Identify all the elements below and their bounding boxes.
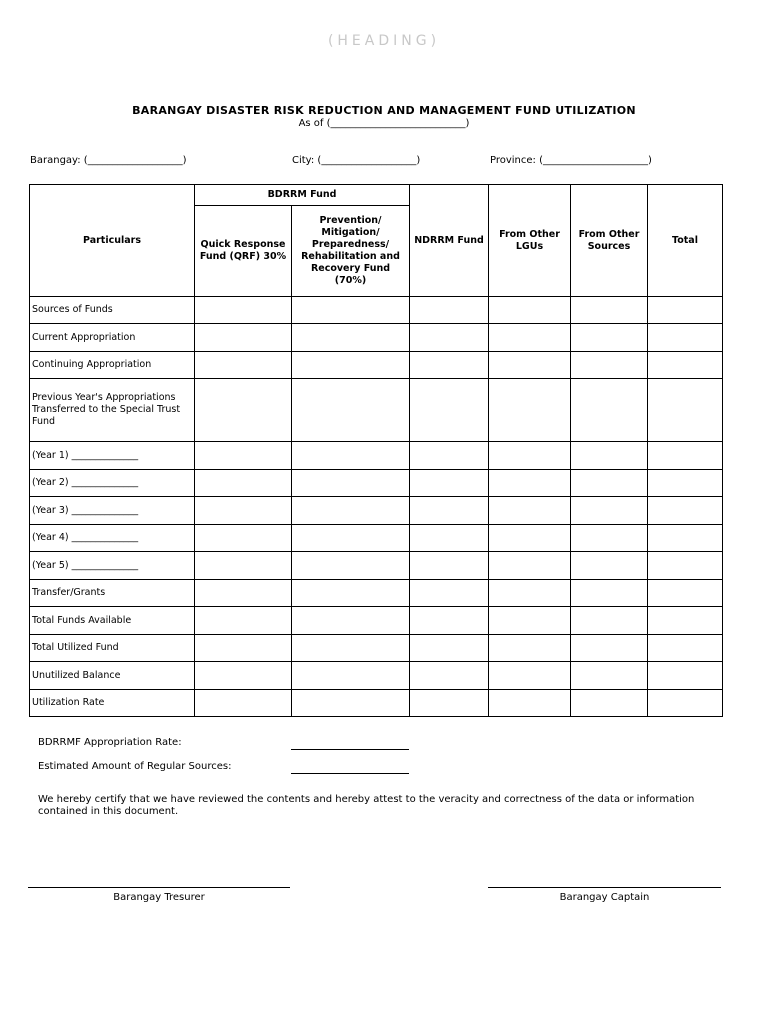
table-cell[interactable] <box>571 580 648 607</box>
table-cell[interactable] <box>648 635 723 662</box>
table-cell[interactable] <box>195 497 292 525</box>
table-row <box>30 324 723 352</box>
table-cell[interactable] <box>410 525 489 552</box>
table-cell[interactable] <box>571 525 648 552</box>
table-row <box>30 352 723 379</box>
table-cell[interactable] <box>410 470 489 497</box>
table-cell[interactable] <box>489 580 571 607</box>
captain-label: Barangay Captain <box>559 892 650 903</box>
table-cell[interactable] <box>292 635 410 662</box>
captain-signature-line[interactable] <box>488 887 721 888</box>
table-cell[interactable] <box>648 442 723 470</box>
table-cell[interactable] <box>195 635 292 662</box>
appropriation-rate-field[interactable] <box>291 749 409 750</box>
table-cell[interactable] <box>648 552 723 580</box>
table-cell[interactable] <box>648 352 723 379</box>
table-row <box>30 297 723 324</box>
table-cell[interactable] <box>571 635 648 662</box>
table-cell[interactable] <box>571 607 648 635</box>
table-cell[interactable] <box>571 379 648 442</box>
table-cell[interactable] <box>195 352 292 379</box>
header-particulars: Particulars <box>30 185 195 297</box>
table-cell[interactable] <box>489 690 571 717</box>
table-cell[interactable] <box>195 607 292 635</box>
table-cell[interactable] <box>195 580 292 607</box>
table-cell[interactable] <box>571 552 648 580</box>
table-cell[interactable] <box>489 607 571 635</box>
row-label: (Year 1) ______________ <box>30 442 195 470</box>
table-row <box>30 607 723 635</box>
table-cell[interactable] <box>648 497 723 525</box>
row-label: Previous Year's Appropriations Transferred to the Special Trust Fund <box>30 379 195 442</box>
table-cell[interactable] <box>648 470 723 497</box>
city-field: City: (___________________) <box>292 155 421 166</box>
table-cell[interactable] <box>195 379 292 442</box>
header-total: Total <box>648 185 723 297</box>
header-bdrrm-fund: BDRRM Fund <box>195 185 410 206</box>
row-label: Total Utilized Fund <box>30 635 195 662</box>
table-cell[interactable] <box>292 497 410 525</box>
as-of-date-field: As of (___________________________) <box>298 118 470 129</box>
table-cell[interactable] <box>195 662 292 690</box>
table-cell[interactable] <box>410 662 489 690</box>
table-cell[interactable] <box>571 497 648 525</box>
table-row <box>30 470 723 497</box>
treasurer-signature-line[interactable] <box>28 887 290 888</box>
table-cell[interactable] <box>648 607 723 635</box>
appropriation-rate-label: BDRRMF Appropriation Rate: <box>38 737 182 748</box>
table-cell[interactable] <box>489 662 571 690</box>
table-row <box>30 497 723 525</box>
table-cell[interactable] <box>292 297 410 324</box>
header-ndrrm-fund: NDRRM Fund <box>410 185 489 297</box>
regular-sources-field[interactable] <box>291 773 409 774</box>
table-cell[interactable] <box>292 442 410 470</box>
table-cell[interactable] <box>195 470 292 497</box>
row-label: Unutilized Balance <box>30 662 195 690</box>
table-cell[interactable] <box>292 379 410 442</box>
row-label: Continuing Appropriation <box>30 352 195 379</box>
province-field: Province: (_____________________) <box>490 155 652 166</box>
table-cell[interactable] <box>195 297 292 324</box>
table-row <box>30 635 723 662</box>
table-cell[interactable] <box>292 662 410 690</box>
table-row <box>30 379 723 442</box>
table-row <box>30 690 723 717</box>
table-cell[interactable] <box>489 552 571 580</box>
row-label: (Year 3) ______________ <box>30 497 195 525</box>
regular-sources-label: Estimated Amount of Regular Sources: <box>38 761 232 772</box>
table-cell[interactable] <box>195 690 292 717</box>
table-cell[interactable] <box>195 552 292 580</box>
row-label: Sources of Funds <box>30 297 195 324</box>
table-cell[interactable] <box>410 580 489 607</box>
table-cell[interactable] <box>195 324 292 352</box>
table-cell[interactable] <box>410 352 489 379</box>
header-from-other-lgus: From Other LGUs <box>489 185 571 297</box>
certification-text: We hereby certify that we have reviewed the contents and hereby attest to the veracity and correctness of the data or information contained in this document. <box>38 794 695 817</box>
table-cell[interactable] <box>292 470 410 497</box>
table-cell[interactable] <box>292 525 410 552</box>
row-label: Current Appropriation <box>30 324 195 352</box>
table-cell[interactable] <box>571 442 648 470</box>
table-cell[interactable] <box>571 352 648 379</box>
table-cell[interactable] <box>410 552 489 580</box>
table-cell[interactable] <box>489 352 571 379</box>
table-cell[interactable] <box>292 607 410 635</box>
table-row <box>30 442 723 470</box>
table-body <box>30 297 723 717</box>
form-title: BARANGAY DISASTER RISK REDUCTION AND MANAGEMENT FUND UTILIZATION <box>132 104 636 117</box>
table-cell[interactable] <box>571 297 648 324</box>
table-cell[interactable] <box>571 324 648 352</box>
table-cell[interactable] <box>410 497 489 525</box>
table-cell[interactable] <box>292 324 410 352</box>
table-cell[interactable] <box>489 497 571 525</box>
table-cell[interactable] <box>648 324 723 352</box>
table-row <box>30 580 723 607</box>
header-prevention-fund: Prevention/ Mitigation/ Preparedness/ Rehabilitation and Recovery Fund (70%) <box>292 206 410 297</box>
table-cell[interactable] <box>410 635 489 662</box>
table-cell[interactable] <box>195 525 292 552</box>
header-from-other-sources: From Other Sources <box>571 185 648 297</box>
table-cell[interactable] <box>571 690 648 717</box>
table-cell[interactable] <box>489 635 571 662</box>
row-label: Utilization Rate <box>30 690 195 717</box>
table-cell[interactable] <box>648 379 723 442</box>
table-row <box>30 525 723 552</box>
barangay-field: Barangay: (___________________) <box>30 155 187 166</box>
table-cell[interactable] <box>489 297 571 324</box>
table-cell[interactable] <box>571 662 648 690</box>
row-label: (Year 4) ______________ <box>30 525 195 552</box>
table-cell[interactable] <box>489 379 571 442</box>
table-cell[interactable] <box>292 552 410 580</box>
table-cell[interactable] <box>292 352 410 379</box>
table-cell[interactable] <box>410 297 489 324</box>
table-cell[interactable] <box>648 690 723 717</box>
table-row <box>30 552 723 580</box>
table-cell[interactable] <box>410 442 489 470</box>
table-cell[interactable] <box>410 324 489 352</box>
table-cell[interactable] <box>648 525 723 552</box>
table-cell[interactable] <box>648 580 723 607</box>
table-cell[interactable] <box>571 470 648 497</box>
header-qrf: Quick Response Fund (QRF) 30% <box>195 206 292 297</box>
table-cell[interactable] <box>489 324 571 352</box>
fund-utilization-table <box>29 184 723 717</box>
table-cell[interactable] <box>489 442 571 470</box>
table-cell[interactable] <box>410 379 489 442</box>
table-cell[interactable] <box>648 297 723 324</box>
row-label: Transfer/Grants <box>30 580 195 607</box>
table-cell[interactable] <box>292 690 410 717</box>
row-label: (Year 2) ______________ <box>30 470 195 497</box>
table-cell[interactable] <box>410 607 489 635</box>
table-cell[interactable] <box>292 580 410 607</box>
table-row <box>30 662 723 690</box>
table-cell[interactable] <box>489 470 571 497</box>
row-label: Total Funds Available <box>30 607 195 635</box>
table-cell[interactable] <box>489 525 571 552</box>
table-cell[interactable] <box>195 442 292 470</box>
table-cell[interactable] <box>410 690 489 717</box>
table-cell[interactable] <box>648 662 723 690</box>
row-label: (Year 5) ______________ <box>30 552 195 580</box>
treasurer-label: Barangay Tresurer <box>113 892 205 903</box>
document-heading: (HEADING) <box>327 33 441 49</box>
